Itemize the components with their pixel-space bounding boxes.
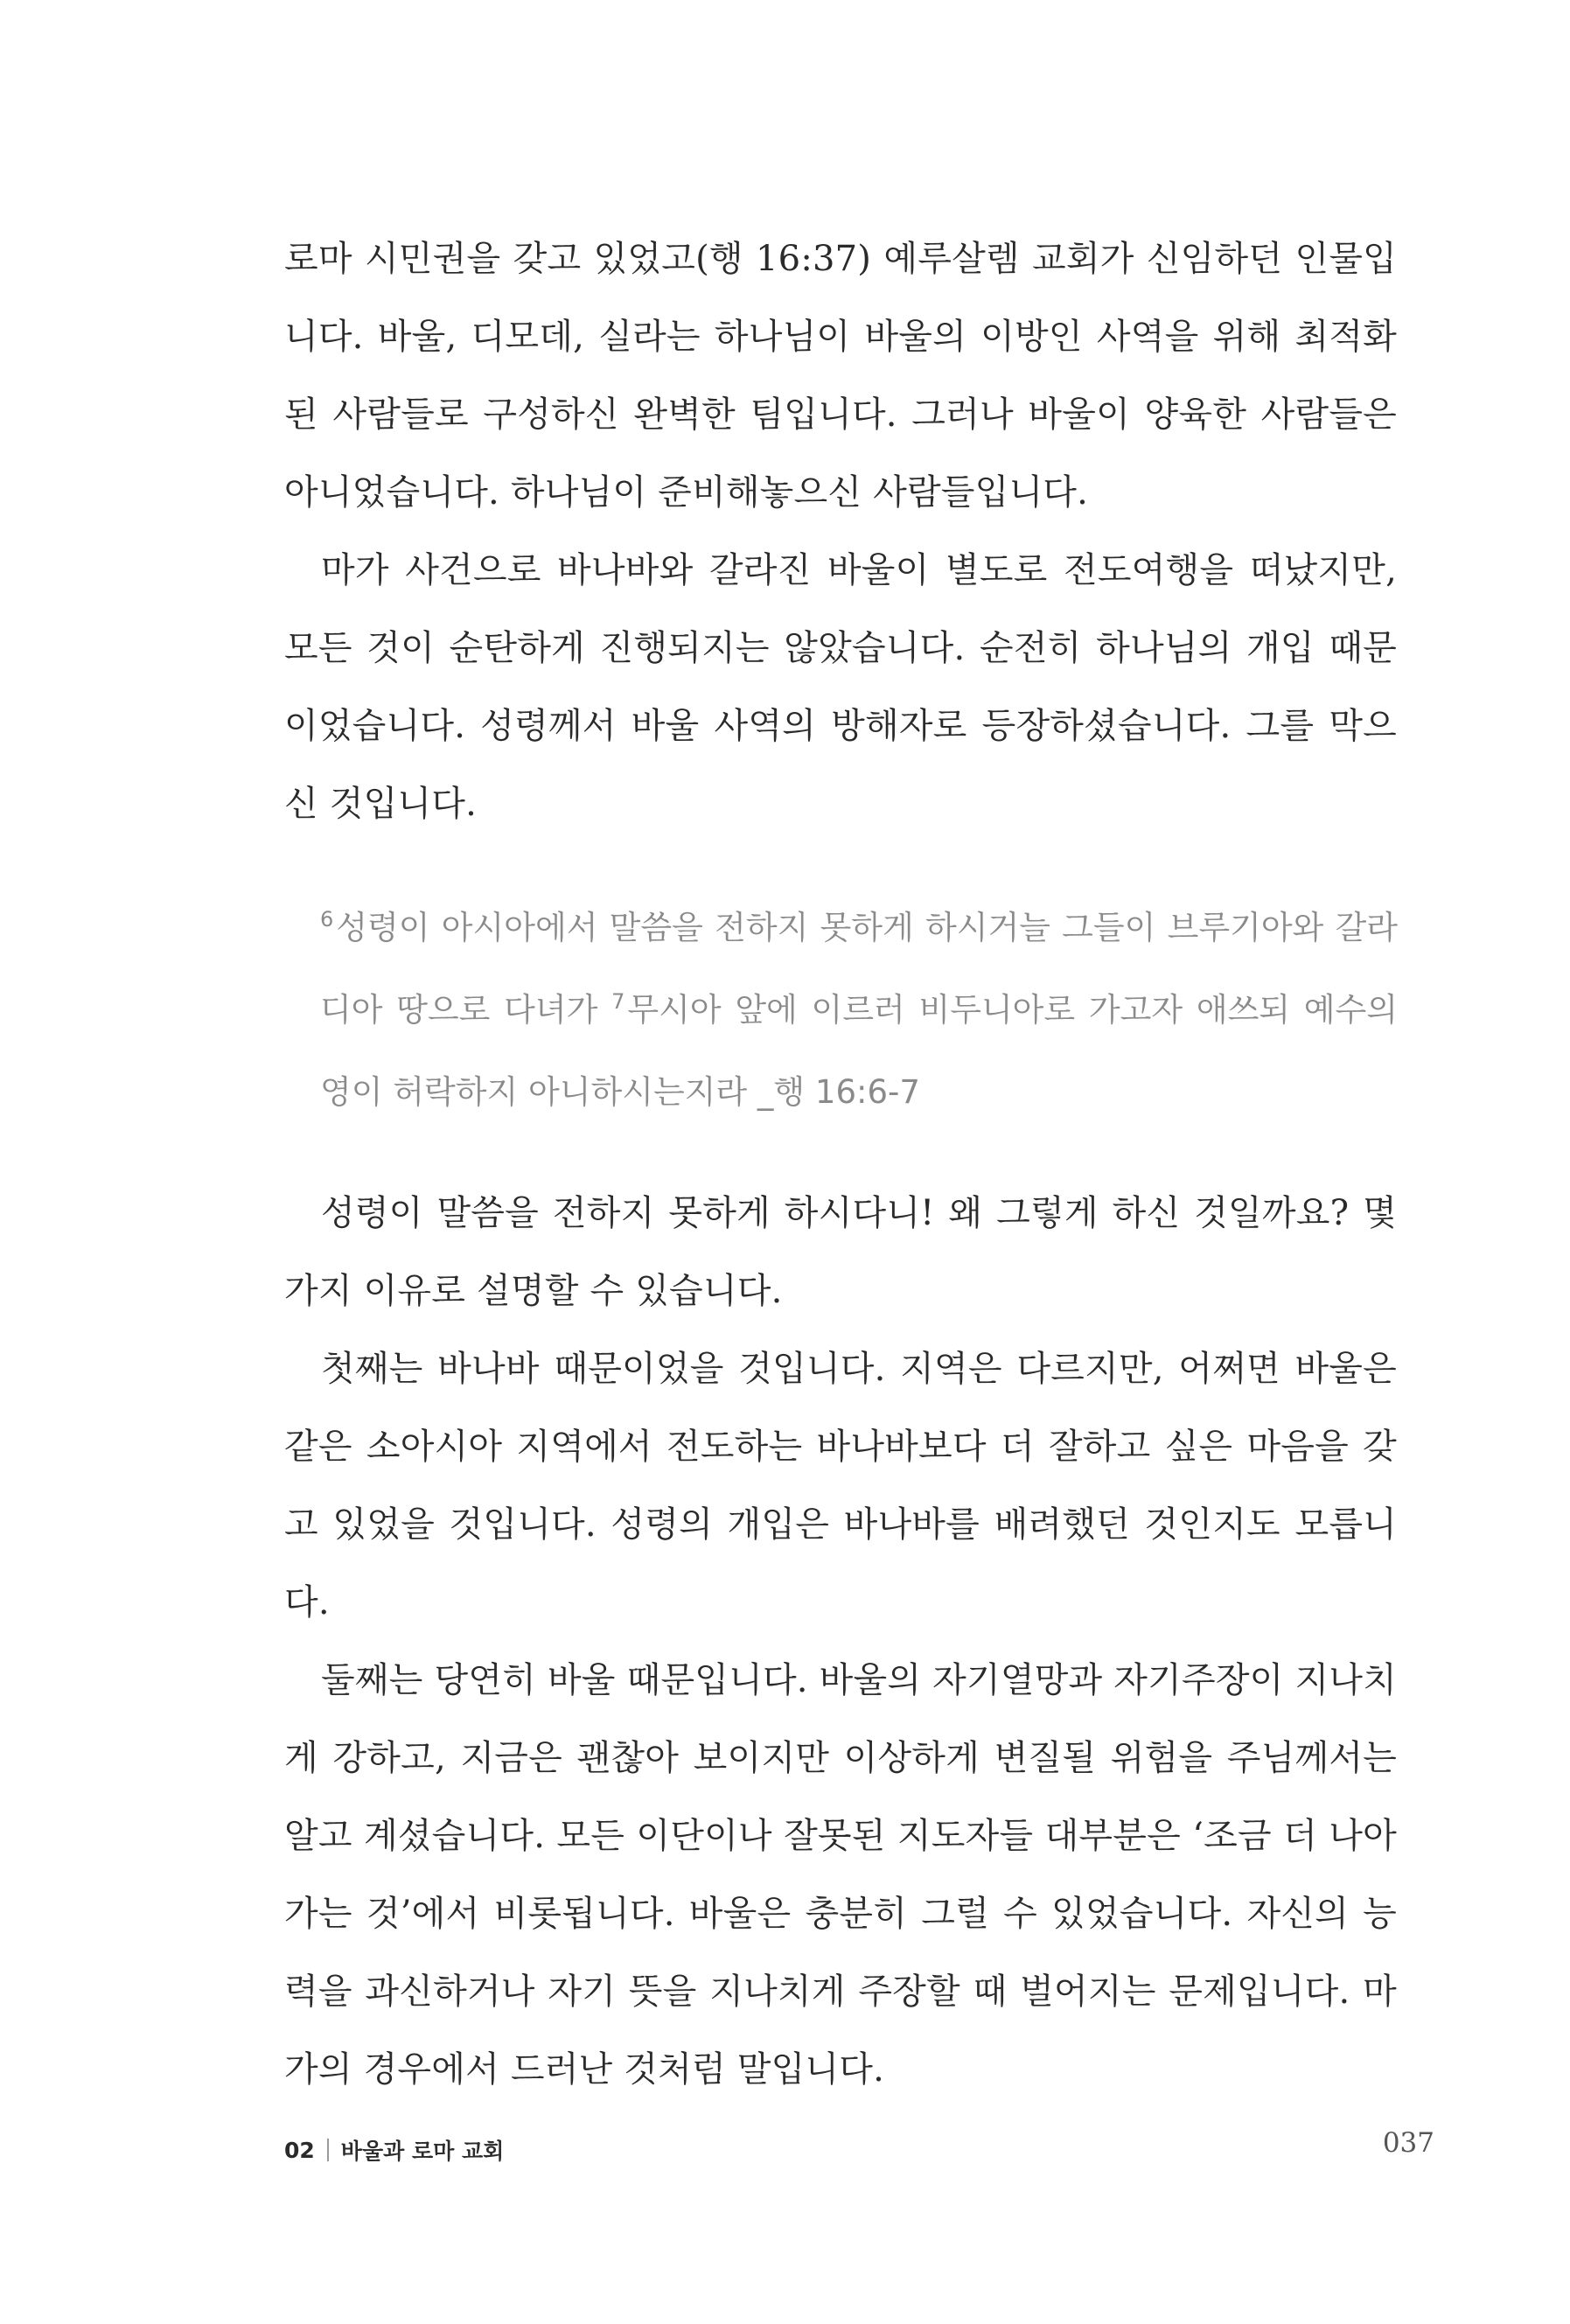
verse-number: 7 [611,989,625,1014]
body-text-section-2 [284,1175,1397,2109]
chapter-title: 바울과 로마 교회 [340,2139,505,2164]
paragraph: 성령이 말씀을 전하지 못하게 하시다니! 왜 그렇게 하신 것일까요? 몇 가지 이유로 설명할 수 있습니다. [284,1193,1397,1311]
running-footer [284,2134,504,2166]
paragraph: 둘째는 당연히 바울 때문입니다. 바울의 자기열망과 자기주장이 지나치게 강하고, 지금은 괜찮아 보이지만 이상하게 변질될 위험을 주님께서는 알고 계셨습니다. 모든 이단이나 잘못된 지도자들 대부분은 ‘조금 더 나아가는 것’에서 비롯됩니다. 바울은 충분히 그럴 수 있었습니다. 자신의 능력을 과신하거나 자기 뜻을 지나치게 주장할 때 벌어지는 문제입니다. 마가의 경우에서 드러난 것처럼 말입니다. [284,1660,1397,2090]
scripture-quote [320,889,1398,1131]
paragraph: 로마 시민권을 갖고 있었고(행 16:37) 예루살렘 교회가 신임하던 인물입니다. 바울, 디모데, 실라는 하나님이 바울의 이방인 사역을 위해 최적화된 사람들로 구성하신 완벽한 팀입니다. 그러나 바울이 양육한 사람들은 아니었습니다. 하나님이 준비해놓으신 사람들입니다. [284,239,1397,513]
verse-text: 성령이 아시아에서 말씀을 전하지 못하게 하시거늘 그들이 브루기아와 갈라디아 땅으로 다녀가 [320,909,1398,1029]
verse-number: 6 [320,907,334,932]
page-number: 037 [1382,2127,1434,2159]
paragraph: 첫째는 바나바 때문이었을 것입니다. 지역은 다르지만, 어쩌면 바울은 같은 소아시아 지역에서 전도하는 바나바보다 더 잘하고 싶은 마음을 갖고 있었을 것입니다. 성령의 개입은 바나바를 배려했던 것인지도 모릅니다. [284,1349,1397,1623]
paragraph: 마가 사건으로 바나바와 갈라진 바울이 별도로 전도여행을 떠났지만, 모든 것이 순탄하게 진행되지는 않았습니다. 순전히 하나님의 개입 때문이었습니다. 성령께서 바울 사역의 방해자로 등장하셨습니다. 그를 막으신 것입니다. [284,550,1397,824]
footer-divider [327,2139,329,2161]
body-text-section-1 [284,220,1397,843]
chapter-number: 02 [284,2137,315,2163]
verse-text: 무시아 앞에 이르러 비두니아로 가고자 애쓰되 예수의 영이 허락하지 아니하시는지라 _행 16:6-7 [320,991,1398,1111]
